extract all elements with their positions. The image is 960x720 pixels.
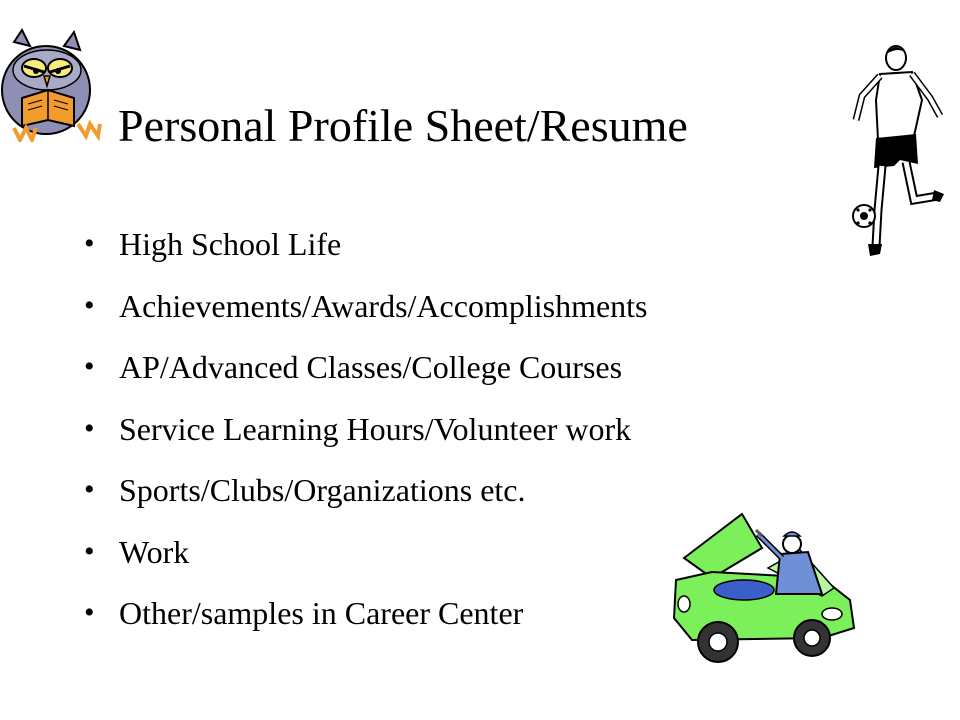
bullet-marker: • [84,411,95,445]
car-mechanic-icon [672,508,860,668]
bullet-text: Other/samples in Career Center [119,595,524,631]
bullet-marker: • [84,473,95,506]
bullet-marker: • [84,227,95,260]
bullet-marker: • [84,534,95,568]
bullet-marker: • [84,596,95,629]
bullet-text: High School Life [119,226,342,262]
bullet-text: Sports/Clubs/Organizations etc. [119,472,526,508]
bullet-text: Service Learning Hours/Volunteer work [119,410,632,447]
owl-reading-book-icon [0,28,106,142]
bullet-text: AP/Advanced Classes/College Courses [119,349,623,385]
bullet-marker: • [84,288,95,322]
soccer-player-icon [848,40,946,258]
slide-title: Personal Profile Sheet/Resume [118,100,688,151]
bullet-marker: • [84,350,95,383]
bullet-text: Achievements/Awards/Accomplishments [119,287,648,324]
bullet-text: Work [119,533,190,570]
